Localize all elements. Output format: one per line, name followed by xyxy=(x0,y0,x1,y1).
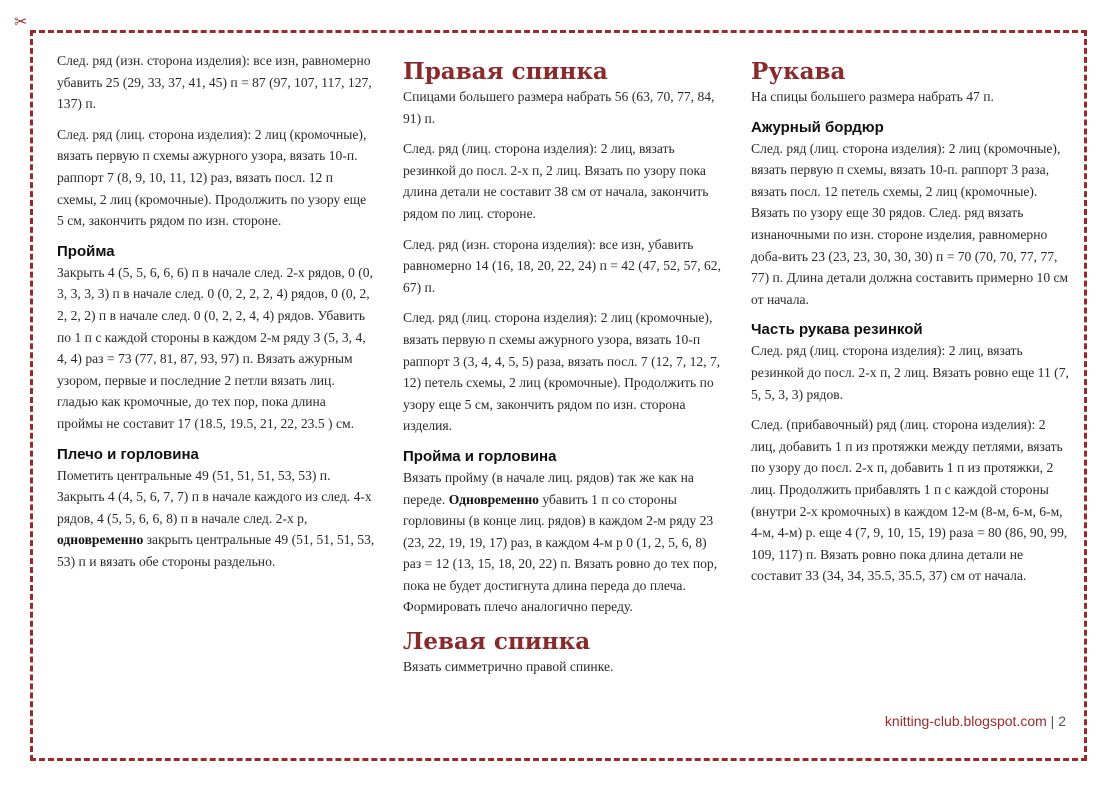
paragraph: След. ряд (лиц. сторона изделия): 2 лиц (кромочные), вязать первую п схемы, вязать 10-п. раппорт 3 раза, вязать посл. 12 петель схемы, 2 лиц (кромочные). Вязать по узору еще 30 рядов. След. ряд вязать изнаночными по изн. стороне изделия, равномерно доба-вить 23 (23, 23, 30, 30, 30) п = 70 (70, 70, 77, 77, 77) п. Длина детали должна составить примерно 10 см от начала. xyxy=(751,140,1069,307)
emphasis: Одновременно xyxy=(448,491,539,507)
text: закрыть центральные 49 (51, 51, 51, 53, 53) п и вязать обе стороны раздельно. xyxy=(57,532,375,569)
paragraph: На спицы большего размера набрать 47 п. xyxy=(751,89,994,104)
text: Пометить центральные 49 (51, 51, 51, 53, 53) п. Закрыть 4 (4, 5, 6, 7, 7) п в начале каждого из след. 4-х рядов, 4 (5, 5, 6, 6, 8) п в начале след. 2-х р, xyxy=(57,467,372,526)
text: убавить 1 п со стороны горловины (в конце лиц. рядов) в каждом 2-м ряду 23 (23, 22, 19, 19, 17) раз, в каждом 4-м р 0 (1, 2, 5, 6, 8) раз = 12 (13, 15, 18, 20, 22) п. Вязать ровно до тех пор, пока не будет достигнута длина переда до плеча. Формировать плечо аналогично переду. xyxy=(403,491,718,615)
paragraph xyxy=(57,465,375,573)
column-right xyxy=(751,50,1071,596)
section-title-right-back: Правая спинка xyxy=(403,58,608,85)
section-title-sleeves: Рукава xyxy=(751,58,846,85)
page-footer xyxy=(885,713,1066,729)
paragraph: Вязать симметрично правой спинке. xyxy=(403,659,614,675)
paragraph: След. ряд (лиц. сторона изделия): 2 лиц, вязать резинкой до посл. 2-х п, 2 лиц. Вязать ровно еще 11 (7, 5, 5, 3, 3) рядов. xyxy=(751,343,1069,402)
page-number: 2 xyxy=(1058,713,1066,729)
paragraph: След. ряд (лиц. сторона изделия): 2 лиц, вязать резинкой до посл. 2-х п, 2 лиц. Вязать по узору пока длина детали не составит 38 см от начала, закончить рядом по лиц. стороне. xyxy=(403,141,709,221)
paragraph: Закрыть 4 (5, 5, 6, 6, 6) п в начале след. 2-х рядов, 0 (0, 3, 3, 3, 3) п в начале след. 0 (0, 2, 2, 2, 4) рядов, 0 (0, 2, 2, 2, 2) п в начале след. 0 (0, 2, 2, 4, 4) рядов. Убавить по 1 п с каждой стороны в каждом 2-м ряду 3 (5, 3, 4, 4, 4) раз = 73 (77, 81, 87, 93, 97) п. Вязать ажурным узором, первые и последние 2 петли вязать лиц. гладью как кромочные, до тех пор, пока длина проймы не составит 17 (18.5, 19.5, 21, 22, 23.5 ) см. xyxy=(57,264,373,431)
subheading-shoulder-neckline: Плечо и горловина xyxy=(57,445,199,463)
paragraph: След. (прибавочный) ряд (лиц. сторона изделия): 2 лиц, добавить 1 п из протяжки между петлями, вязать по узору до посл. 2-х п, добавить 1 п из протяжки, 2 лиц. Продолжить прибавлять 1 п с каждой стороны (внутри 2-х кромочных) в каждом 12-м (8-м, 6-м, 6-м, 4-м, 4-м) р. еще 4 (7, 9, 10, 15, 19) раза = 80 (86, 90, 99, 109, 117) п. Вязать ровно пока длина детали не составит 33 (34, 34, 35.5, 35.5, 37) см от начала. xyxy=(751,417,1068,584)
subheading-ribbing: Часть рукава резинкой xyxy=(751,321,923,339)
paragraph: След. ряд (изн. сторона изделия): все изн, равномерно убавить 25 (29, 33, 37, 41, 45) п = 87 (97, 107, 117, 127, 137) п. xyxy=(57,53,372,112)
paragraph: След. ряд (лиц. сторона изделия): 2 лиц (кромочные), вязать первую п схемы ажурного узора, вязать 10-п раппорт 3 (3, 4, 4, 5, 5) раза, вязать посл. 7 (12, 7, 12, 7, 12) петель схемы, 2 лиц (кромочные). Продолжить по узору еще 5 см, закончить рядом по изн. сторона изделия. xyxy=(403,310,721,434)
scissors-icon: ✂ xyxy=(14,12,28,31)
paragraph xyxy=(403,467,723,618)
subheading-lace-border: Ажурный бордюр xyxy=(751,118,884,136)
column-left xyxy=(57,50,375,581)
emphasis: одновременно xyxy=(57,532,144,548)
paragraph: Спицами большего размера набрать 56 (63, 70, 77, 84, 91) п. xyxy=(403,89,715,126)
column-middle xyxy=(403,50,723,687)
paragraph: След. ряд (изн. сторона изделия): все изн, убавить равномерно 14 (16, 18, 20, 22, 24) п = 42 (47, 52, 57, 62, 67) п. xyxy=(403,236,721,295)
subheading-armhole-neckline: Пройма и горловина xyxy=(403,447,557,465)
text: Вязать пройму (в начале лиц. рядов) так же как на переде. xyxy=(403,469,694,507)
site-link[interactable]: knitting-club.blogspot.com xyxy=(884,713,1047,729)
subheading-armhole: Пройма xyxy=(57,242,115,260)
section-title-left-back: Левая спинка xyxy=(403,628,591,656)
separator: | xyxy=(1050,713,1055,729)
paragraph: След. ряд (лиц. сторона изделия): 2 лиц (кромочные), вязать первую п схемы ажурного узора, вязать 10-п. раппорт 7 (8, 9, 10, 11, 12) раз, вязать посл. 12 п схемы, 2 лиц (кромочные). Продолжить по узору еще 5 см, закончить рядом по изн. стороне. xyxy=(57,126,367,229)
